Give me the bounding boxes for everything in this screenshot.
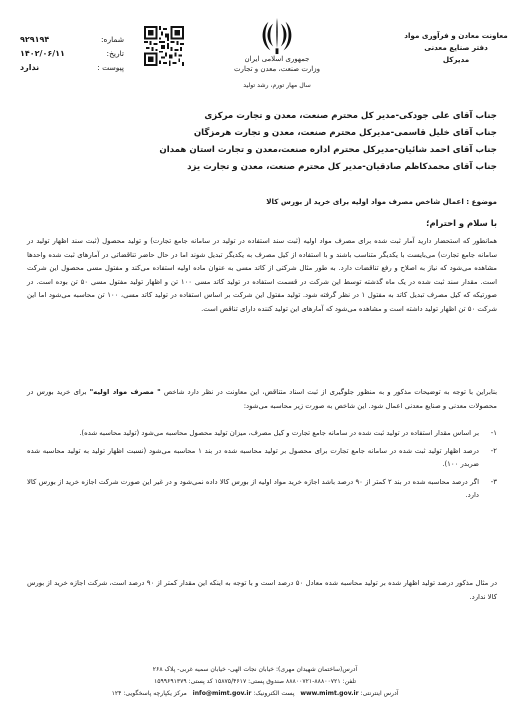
list-item-text: درصد اظهار تولید ثبت شده در سامانه جامع تجارت برای محصول بر تولید محاسبه شده در بند ۱ محاسبه می‌شود (نسبت اظهار تولید به تولید محاسبه شده ضربدر ۱۰۰). [27, 446, 479, 469]
department-block [401, 30, 511, 66]
year-slogan: سال مهار تورم، رشد تولید [243, 82, 311, 89]
attachment-value: ندارد [20, 62, 40, 72]
footer-address: آدرس(ساختمان شهیدان مهری): خیابان نجات الهی- خیابان سمیه غربی- پلاک ۲۶۸ [152, 666, 358, 673]
ministry-line-1: جمهوری اسلامی ایران [244, 55, 310, 63]
attachment-row [20, 60, 124, 74]
footer-contact: تلفن: ۸۸۸۰۰۷۲۱-۸۸۸۰۰۷۲۱ صندوق پستی: ۱۵۸۷۵/۴۶۱۷ کد پستی: ۱۵۹۹۶۹۱۳۷۹ [153, 678, 357, 685]
iran-emblem-icon [258, 16, 296, 56]
body-paragraph-1: همانطور که استحضار دارید آمار ثبت شده برای مصرف مواد اولیه (ثبت سند استفاده در تولید در سامانه جامع تجارت) و تولید محصول (ثبت سند اظهار تولید در سامانه جامع تجارت) می‌بایست با یکدیگر متناسب باشند و با استفاده از کیل مصرف به یکدیگر تبدیل شوند اما در حال حاضر تناقضاتی در آمارهای ثبت شده واحدها مشاهده می‌شود که نیاز به اصلاح و رفع تناقضات دارد. به طور مثال شرکتی از کاتد مسی به عنوان ماده اولیه استفاده می‌کند و مفتول مسی محصول این شرکت است. مقدار سند ثبت شده در یک ماه گذشته توسط این شرکت در قسمت استفاده در تولید کاتد مسی ۱۰۰ تن و اظهار تولید مفتول مسی ۵۰ تن بوده است. در صورتیکه که کیل مصرف تبدیل کاتد به مفتول ۱ در نظر گرفته شود. تولید مفتول این شرکت بر اساس استفاده در تولید کاتد مسی، ۱۰۰ تن محاسبه می‌شود اما این شرکت ۵۰ تن اظهار تولید داشته است و مشاهده می‌شود که آمارهای این تولید کننده دارای تناقض است. [27, 237, 497, 313]
org-line-3: مدیرکل [442, 55, 470, 64]
date-value: ۱۴۰۲/۰۶/۱۱ [20, 48, 65, 58]
date-row [20, 46, 124, 60]
letter-subject: موضوع : اعمال شاخص مصرف مواد اولیه برای خرید از بورس کالا [266, 197, 497, 206]
paragraph2-rest: برای خرید بورس در محصولات معدنی و صنایع معدنی اعمال شود. این شاخص به صورت زیر محاسبه می‌شود: [27, 388, 497, 410]
body-paragraph-3: در مثال مذکور درصد تولید اظهار شده بر تولید محاسبه شده معادل ۵۰ درصد است و با توجه به اینکه این مقدار کمتر از ۹۰ درصد است، شرکت اجازه خرید از بورس کالا ندارد. [27, 579, 498, 601]
footer-online [85, 688, 425, 699]
recipient-line: جناب آقای احمد شائیان-مدیرکل محترم اداره صنعت،معدن و تجارت استان همدان [159, 145, 497, 155]
org-line-1: معاونت معادن و فرآوری مواد [404, 31, 508, 40]
recipient-line: جناب آقای محمدکاظم صادقیان-مدیر کل محترم صنعت، معدن و تجارت یزد [187, 162, 497, 172]
number-row [20, 32, 124, 46]
greeting: با سلام و احترام؛ [426, 218, 497, 228]
call-center: مرکز یکپارچه پاسخگویی: ۱۲۴ [111, 690, 187, 697]
recipients-list [27, 108, 497, 176]
list-item-text: بر اساس مقدار استفاده در تولید ثبت شده در سامانه جامع تجارت و کیل مصرف، میزان تولید محصول محاسبه می‌شود (تولید محاسبه شده). [79, 429, 479, 437]
list-item-number: ۱- [490, 429, 497, 437]
letterhead [0, 10, 525, 98]
calculation-steps [27, 427, 497, 507]
recipient-line: جناب آقای علی جودکی-مدیر کل محترم صنعت، معدن و تجارت مرکزی [204, 111, 497, 121]
list-item-number: ۲- [490, 446, 497, 455]
date-label: تاریخ: [106, 48, 124, 58]
web-label: آدرس اینترنتی: [360, 690, 399, 697]
ministry-name [225, 54, 329, 74]
ministry-line-2: وزارت صنعت، معدن و تجارت [233, 65, 321, 73]
body-paragraph-2 [27, 386, 497, 413]
letter-meta [20, 32, 124, 74]
number-label: شماره: [101, 34, 124, 44]
qr-code-icon [144, 26, 184, 66]
recipient-line: جناب آقای خلیل قاسمی-مدیرکل محترم صنعت، معدن و تجارت هرمزگان [193, 128, 497, 138]
website-link[interactable]: www.mimt.gov.ir [300, 690, 359, 697]
list-item [27, 445, 497, 472]
list-item-text: اگر درصد محاسبه شده در بند ۲ کمتر از ۹۰ درصد باشد اجازه خرید مواد اولیه از بورس کالا داده نمی‌شود و در غیر این صورت شرکت اجازه خرید از بورس کالا دارد. [27, 477, 479, 500]
list-item [27, 427, 497, 441]
list-item [27, 476, 497, 503]
email-label: پست الکترونیک: [253, 690, 295, 697]
attachment-label: پیوست : [97, 62, 124, 72]
org-line-2: دفتر صنایع معدنی [424, 43, 488, 52]
number-value: ۹۲۹۱۹۴ [20, 34, 50, 44]
email-link[interactable]: info@mimt.gov.ir [192, 690, 252, 697]
list-item-number: ۳- [490, 477, 497, 486]
index-name: " مصرف مواد اولیه" [89, 388, 161, 396]
paragraph2-intro: بنابراین با توجه به توضیحات مذکور و به منظور جلوگیری از ثبت اسناد متناقض، این معاونت در نظر دارد شاخص [163, 388, 498, 396]
